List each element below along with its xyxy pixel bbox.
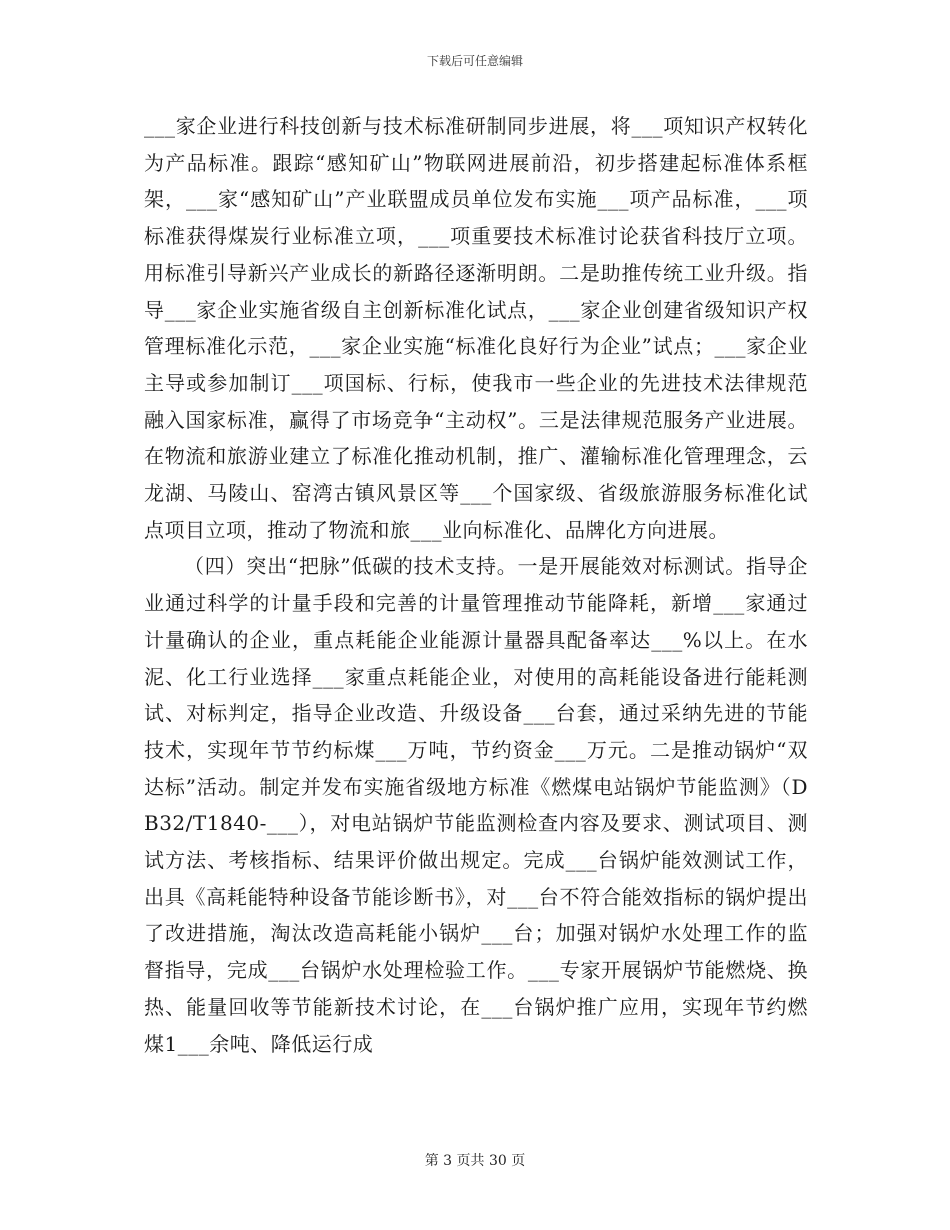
document-body	[144, 108, 808, 1062]
page-footer: 第 3 页共 30 页	[424, 1153, 526, 1169]
paragraph-2: （四）突出“把脉”低碳的技术支持。一是开展能效对标测试。指导企业通过科学的计量手段和完善的计量管理推动节能降耗，新增___家通过计量确认的企业，重点耗能企业能源计量器具配备率达___%以上。在水泥、化工行业选择___家重点耗能企业，对使用的高耗能设备进行能耗测试、对标判定，指导企业改造、升级设备___台套，通过采纳先进的节能技术，实现年节节约标煤___万吨，节约资金___万元。二是推动锅炉“双达标”活动。制定并发布实施省级地方标准《燃煤电站锅炉节能监测》（DB32/T1840-___），对电站锅炉节能监测检查内容及要求、测试项目、测试方法、考核指标、结果评价做出规定。完成___台锅炉能效测试工作，出具《高耗能特种设备节能诊断书》，对___台不符合能效指标的锅炉提出了改进措施，淘汰改造高耗能小锅炉___台；加强对锅炉水处理工作的监督指导，完成___台锅炉水处理检验工作。___专家开展锅炉节能燃烧、换热、能量回收等节能新技术讨论，在___台锅炉推广应用，实现年节约燃煤1___余吨、降低运行成	[144, 554, 808, 1056]
paragraph-1: ___家企业进行科技创新与技术标准研制同步进展，将___项知识产权转化为产品标准。跟踪“感知矿山”物联网进展前沿，初步搭建起标准体系框架，___家“感知矿山”产业联盟成员单位发布实施___项产品标准，___项标准获得煤炭行业标准立项，___项重要技术标准讨论获省科技厅立项。用标准引导新兴产业成长的新路径逐渐明朗。二是助推传统工业升级。指导___家企业实施省级自主创新标准化试点，___家企业创建省级知识产权管理标准化示范，___家企业实施“标准化良好行为企业”试点；___家企业主导或参加制订___项国标、行标，使我市一些企业的先进技术法律规范融入国家标准，赢得了市场竞争“主动权”。三是法律规范服务产业进展。在物流和旅游业建立了标准化推动机制，推广、灌输标准化管理理念，云龙湖、马陵山、窑湾古镇风景区等___个国家级、省级旅游服务标准化试点项目立项，推动了物流和旅___业向标准化、品牌化方向进展。	[144, 114, 808, 542]
page-header: 下载后可任意编辑	[426, 54, 523, 68]
